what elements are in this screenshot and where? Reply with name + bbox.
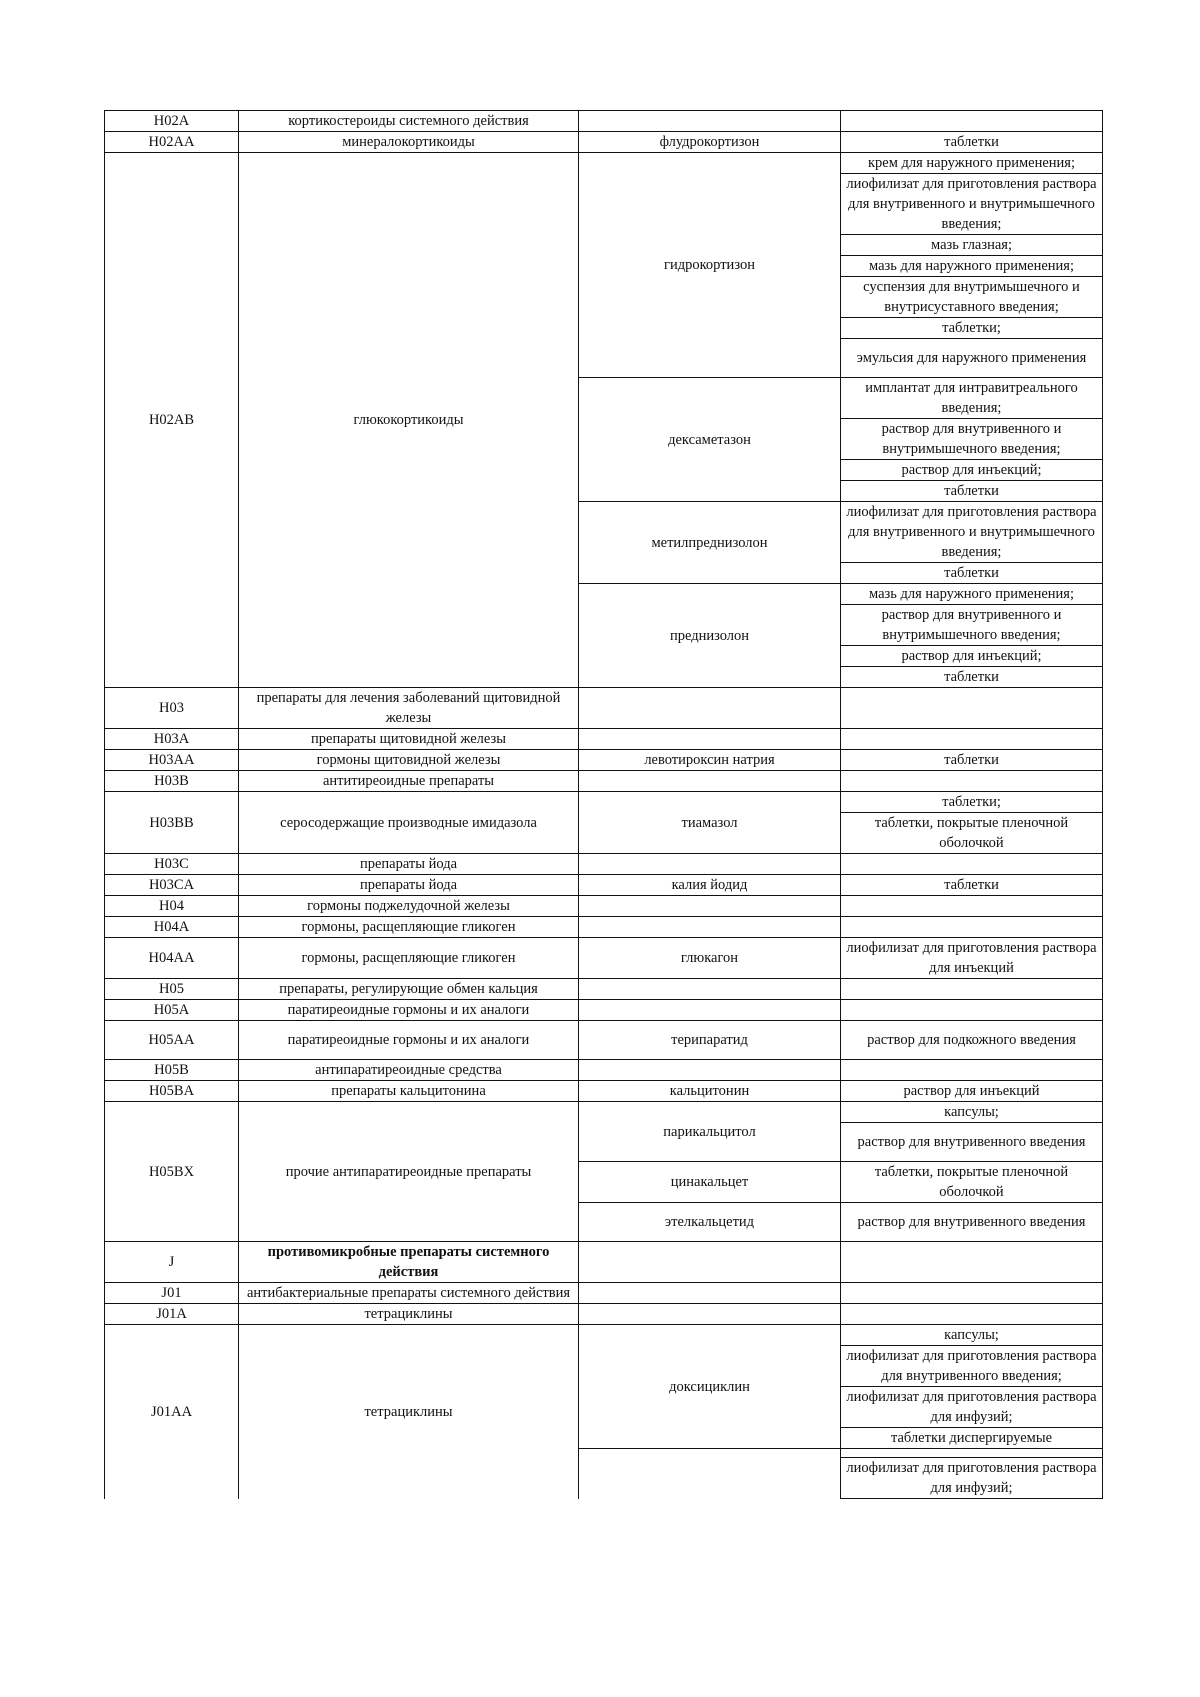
dosage-form: мазь для наружного применения; — [841, 584, 1103, 605]
drug-name — [579, 896, 841, 917]
table-row — [105, 1304, 1103, 1325]
table-row — [105, 896, 1103, 917]
dosage-form: раствор для инъекций; — [841, 646, 1103, 667]
table-row — [105, 132, 1103, 153]
drug-name: этелкальцетид — [579, 1203, 841, 1242]
atc-code: H05BA — [105, 1081, 239, 1102]
atc-code: J — [105, 1242, 239, 1283]
dosage-form — [841, 917, 1103, 938]
atc-code: H05AA — [105, 1021, 239, 1060]
table-row — [105, 111, 1103, 132]
dosage-form: капсулы; — [841, 1325, 1103, 1346]
dosage-form: таблетки — [841, 481, 1103, 502]
dosage-form: таблетки — [841, 875, 1103, 896]
table-row — [105, 1102, 1103, 1123]
table-row — [105, 1060, 1103, 1081]
dosage-form — [841, 1304, 1103, 1325]
atc-group: препараты кальцитонина — [239, 1081, 579, 1102]
atc-code: H03 — [105, 688, 239, 729]
dosage-form: лиофилизат для приготовления раствора для инфузий; — [841, 1387, 1103, 1428]
atc-group: препараты йода — [239, 854, 579, 875]
table-row — [105, 917, 1103, 938]
atc-group: тетрациклины — [239, 1304, 579, 1325]
table-row — [105, 729, 1103, 750]
dosage-form: раствор для внутривенного и внутримышечного введения; — [841, 605, 1103, 646]
dosage-form: раствор для внутривенного и внутримышечного введения; — [841, 419, 1103, 460]
table-row — [105, 771, 1103, 792]
atc-code: H03A — [105, 729, 239, 750]
atc-code: H05BX — [105, 1102, 239, 1242]
table-row — [105, 792, 1103, 813]
atc-code: H03CA — [105, 875, 239, 896]
drug-name — [579, 917, 841, 938]
drug-name — [579, 854, 841, 875]
drug-name — [579, 1000, 841, 1021]
atc-group: антибактериальные препараты системного действия — [239, 1283, 579, 1304]
table-row — [105, 153, 1103, 174]
dosage-form — [841, 1242, 1103, 1283]
dosage-form — [841, 688, 1103, 729]
dosage-form: раствор для инъекций; — [841, 460, 1103, 481]
dosage-form: мазь для наружного применения; — [841, 256, 1103, 277]
atc-group: противомикробные препараты системного действия — [239, 1242, 579, 1283]
table-row — [105, 979, 1103, 1000]
table-row — [105, 1242, 1103, 1283]
drug-name: преднизолон — [579, 584, 841, 688]
drug-name — [579, 1060, 841, 1081]
dosage-form: раствор для подкожного введения — [841, 1021, 1103, 1060]
atc-group: препараты йода — [239, 875, 579, 896]
dosage-form — [841, 896, 1103, 917]
drug-name: метилпреднизолон — [579, 502, 841, 584]
table-row — [105, 1081, 1103, 1102]
dosage-form — [841, 771, 1103, 792]
dosage-form: таблетки; — [841, 318, 1103, 339]
drug-list-table — [104, 110, 1103, 1499]
dosage-form: лиофилизат для приготовления раствора для инфузий; — [841, 1458, 1103, 1499]
atc-code: H05 — [105, 979, 239, 1000]
atc-group: антитиреоидные препараты — [239, 771, 579, 792]
drug-name: доксициклин — [579, 1325, 841, 1449]
atc-code: H05A — [105, 1000, 239, 1021]
drug-name: левотироксин натрия — [579, 750, 841, 771]
dosage-form: лиофилизат для приготовления раствора для инъекций — [841, 938, 1103, 979]
atc-group: кортикостероиды системного действия — [239, 111, 579, 132]
dosage-form — [841, 1000, 1103, 1021]
atc-code: H03AA — [105, 750, 239, 771]
dosage-form: мазь глазная; — [841, 235, 1103, 256]
drug-name — [579, 771, 841, 792]
atc-group: гормоны, расщепляющие гликоген — [239, 917, 579, 938]
dosage-form — [841, 1283, 1103, 1304]
dosage-form — [841, 1060, 1103, 1081]
atc-group: гормоны, расщепляющие гликоген — [239, 938, 579, 979]
drug-name — [579, 1283, 841, 1304]
atc-group: паратиреоидные гормоны и их аналоги — [239, 1021, 579, 1060]
drug-name — [579, 1304, 841, 1325]
dosage-form: таблетки — [841, 750, 1103, 771]
table-row — [105, 1021, 1103, 1060]
dosage-form: таблетки диспергируемые — [841, 1428, 1103, 1449]
drug-name: кальцитонин — [579, 1081, 841, 1102]
atc-code: H04 — [105, 896, 239, 917]
drug-name — [579, 979, 841, 1000]
table-row — [105, 1283, 1103, 1304]
dosage-form: крем для наружного применения; — [841, 153, 1103, 174]
atc-group: глюкокортикоиды — [239, 153, 579, 688]
dosage-form: раствор для инъекций — [841, 1081, 1103, 1102]
atc-code: J01 — [105, 1283, 239, 1304]
atc-code: H02AA — [105, 132, 239, 153]
table-row — [105, 1000, 1103, 1021]
dosage-form: таблетки, покрытые пленочной оболочкой — [841, 813, 1103, 854]
dosage-form — [841, 1449, 1103, 1458]
table-row — [105, 875, 1103, 896]
dosage-form: капсулы; — [841, 1102, 1103, 1123]
drug-name — [579, 1449, 841, 1499]
atc-group: прочие антипаратиреоидные препараты — [239, 1102, 579, 1242]
atc-group: тетрациклины — [239, 1325, 579, 1499]
drug-name: глюкагон — [579, 938, 841, 979]
table-row — [105, 854, 1103, 875]
atc-group: паратиреоидные гормоны и их аналоги — [239, 1000, 579, 1021]
dosage-form: раствор для внутривенного введения — [841, 1203, 1103, 1242]
dosage-form — [841, 111, 1103, 132]
drug-name: цинакальцет — [579, 1162, 841, 1203]
atc-code: H04A — [105, 917, 239, 938]
atc-code: H02AB — [105, 153, 239, 688]
dosage-form: таблетки, покрытые пленочной оболочкой — [841, 1162, 1103, 1203]
dosage-form — [841, 979, 1103, 1000]
atc-code: H03BB — [105, 792, 239, 854]
dosage-form: таблетки — [841, 667, 1103, 688]
table-row — [105, 688, 1103, 729]
table-row — [105, 1325, 1103, 1346]
dosage-form: лиофилизат для приготовления раствора для внутривенного и внутримышечного введения; — [841, 502, 1103, 563]
dosage-form: эмульсия для наружного применения — [841, 339, 1103, 378]
atc-code: H03C — [105, 854, 239, 875]
drug-name: гидрокортизон — [579, 153, 841, 378]
dosage-form — [841, 854, 1103, 875]
atc-code: J01AA — [105, 1325, 239, 1499]
atc-group: препараты щитовидной железы — [239, 729, 579, 750]
dosage-form: имплантат для интравитреального введения; — [841, 378, 1103, 419]
dosage-form: раствор для внутривенного введения — [841, 1123, 1103, 1162]
drug-name: терипаратид — [579, 1021, 841, 1060]
drug-name — [579, 1242, 841, 1283]
drug-name: парикальцитол — [579, 1102, 841, 1162]
atc-code: J01A — [105, 1304, 239, 1325]
drug-name — [579, 729, 841, 750]
atc-group: антипаратиреоидные средства — [239, 1060, 579, 1081]
dosage-form: лиофилизат для приготовления раствора для внутривенного и внутримышечного введения; — [841, 174, 1103, 235]
dosage-form: таблетки; — [841, 792, 1103, 813]
drug-name — [579, 688, 841, 729]
dosage-form: таблетки — [841, 132, 1103, 153]
atc-code: H03B — [105, 771, 239, 792]
atc-group: гормоны поджелудочной железы — [239, 896, 579, 917]
atc-code: H04AA — [105, 938, 239, 979]
dosage-form: суспензия для внутримышечного и внутрисуставного введения; — [841, 277, 1103, 318]
atc-group: минералокортикоиды — [239, 132, 579, 153]
drug-name: флудрокортизон — [579, 132, 841, 153]
atc-group: гормоны щитовидной железы — [239, 750, 579, 771]
atc-group: препараты для лечения заболеваний щитовидной железы — [239, 688, 579, 729]
drug-name: дексаметазон — [579, 378, 841, 502]
drug-name — [579, 111, 841, 132]
table-row — [105, 938, 1103, 979]
atc-code: H05B — [105, 1060, 239, 1081]
drug-name: калия йодид — [579, 875, 841, 896]
atc-group: серосодержащие производные имидазола — [239, 792, 579, 854]
drug-name: тиамазол — [579, 792, 841, 854]
atc-code: H02A — [105, 111, 239, 132]
table-row — [105, 750, 1103, 771]
atc-group: препараты, регулирующие обмен кальция — [239, 979, 579, 1000]
dosage-form: лиофилизат для приготовления раствора для внутривенного введения; — [841, 1346, 1103, 1387]
dosage-form — [841, 729, 1103, 750]
dosage-form: таблетки — [841, 563, 1103, 584]
